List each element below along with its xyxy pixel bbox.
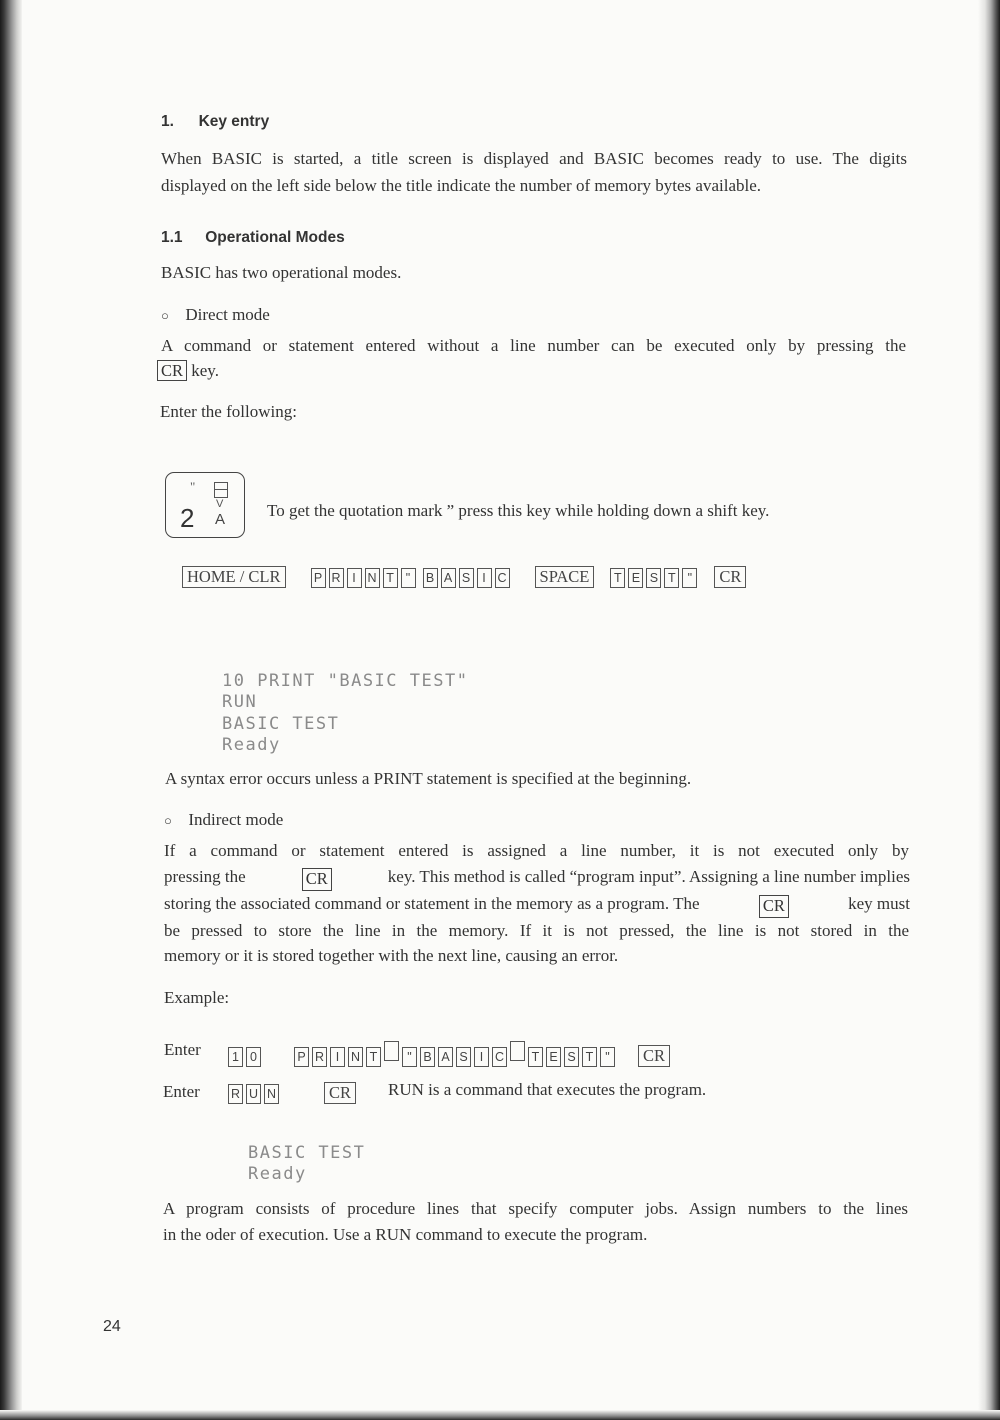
- example-label: Example:: [164, 988, 230, 1007]
- keycap: [510, 1041, 525, 1061]
- keycap: ": [600, 1047, 615, 1067]
- keycap: T: [528, 1047, 543, 1067]
- cr-key: CR: [157, 360, 187, 381]
- screen-line: BASIC TEST: [222, 713, 340, 734]
- enter-label-1: Enter: [164, 1040, 201, 1059]
- keycap: N: [348, 1047, 363, 1067]
- screen-output-2: [248, 1121, 365, 1186]
- screen-line: RUN: [222, 692, 258, 712]
- keycap: S: [564, 1047, 579, 1067]
- keycap: E: [546, 1047, 561, 1067]
- page-number: 24: [103, 1318, 121, 1335]
- keycap: C: [492, 1047, 507, 1067]
- section-number: 1.: [161, 113, 174, 130]
- keycap: B: [420, 1047, 435, 1067]
- page-edge-bottom: [0, 1410, 1000, 1420]
- closing-line-2: in the oder of execution. Use a RUN command to execute the program.: [163, 1225, 648, 1244]
- keycap: I: [330, 1047, 345, 1067]
- section-heading-key-entry: [161, 113, 269, 131]
- run-keys: [228, 1085, 282, 1102]
- screen-line: BASIC TEST: [248, 1142, 366, 1163]
- modes-intro: BASIC has two operational modes.: [161, 263, 402, 282]
- enter-label-2: Enter: [163, 1082, 200, 1101]
- intro-line-1: When BASIC is started, a title screen is displayed and BASIC becomes ready to use. The digits: [161, 149, 907, 168]
- key-legend-quote: ": [190, 479, 196, 494]
- keycap: R: [228, 1084, 243, 1104]
- keycap: [384, 1041, 399, 1061]
- cr-key: CR: [759, 895, 789, 918]
- test-keys: [610, 569, 700, 586]
- cr-key: CR: [638, 1045, 670, 1067]
- bullet-icon: ○: [164, 813, 172, 828]
- keycap: C: [495, 568, 510, 588]
- intro-line-2: displayed on the left side below the title indicate the number of memory bytes available.: [161, 176, 762, 195]
- home-clr-key: HOME / CLR: [182, 566, 286, 588]
- cr-key: CR: [714, 566, 746, 588]
- keycap: ": [402, 1047, 417, 1067]
- section-heading-operational-modes: [161, 229, 345, 247]
- keycap: T: [383, 568, 398, 588]
- closing-line-1: A program consists of procedure lines that specify computer jobs. Assign numbers to the lines: [163, 1199, 908, 1218]
- indirect-para-line-2: [164, 864, 910, 891]
- direct-mode-para-line-1: A command or statement entered without a line number can be executed only by pressing the: [161, 336, 906, 355]
- screen-line: 10 PRINT "BASIC TEST": [222, 670, 469, 691]
- keycap: N: [365, 568, 380, 588]
- key-sequence-program-line: [228, 1041, 673, 1067]
- key-legend-a: A: [215, 511, 226, 528]
- space-key: SPACE: [535, 566, 595, 588]
- keycap: A: [441, 568, 456, 588]
- cr-key: CR: [324, 1082, 356, 1104]
- keycap: 1: [228, 1047, 243, 1067]
- keycap: ": [401, 568, 416, 588]
- indirect-para-line-5: memory or it is stored together with the next line, causing an error.: [164, 946, 619, 965]
- keycap: S: [459, 568, 474, 588]
- indirect-para-line-3: [164, 891, 910, 918]
- text-segment: storing the associated command or statement in the memory as a program. The: [164, 894, 700, 913]
- section-title: Key entry: [198, 113, 270, 130]
- key-sequence-direct: [182, 566, 749, 588]
- indirect-para-line-1: If a command or statement entered is assigned a line number, it is not executed only by: [164, 841, 909, 860]
- page-edge-right: [978, 0, 1000, 1420]
- line-number-keys: [228, 1048, 264, 1065]
- direct-mode-para-line-2: [157, 360, 219, 381]
- keycap: P: [311, 568, 326, 588]
- graphic-symbol-icon: [214, 482, 228, 498]
- indirect-para-line-4: be pressed to store the line in the memory. If it is not pressed, the line is not stored in the: [164, 921, 909, 940]
- keycap: B: [423, 568, 438, 588]
- section-number: 1.1: [161, 229, 183, 246]
- screen-line: Ready: [222, 735, 281, 755]
- key-legend-digit: 2: [180, 503, 195, 533]
- shift-2-key-illustration: [165, 472, 245, 538]
- text-segment: key must: [848, 894, 910, 913]
- keycap: T: [582, 1047, 597, 1067]
- indirect-mode-heading: [164, 810, 283, 830]
- keycap: U: [246, 1084, 261, 1104]
- keycap: R: [329, 568, 344, 588]
- keycap: I: [477, 568, 492, 588]
- keycap: E: [628, 568, 643, 588]
- keycap: S: [646, 568, 661, 588]
- key-legend-v: V: [216, 498, 224, 510]
- keycap: R: [312, 1047, 327, 1067]
- keycap: T: [610, 568, 625, 588]
- keycap: P: [294, 1047, 309, 1067]
- keycap: 0: [246, 1047, 261, 1067]
- keycap: S: [456, 1047, 471, 1067]
- basic-keys: [423, 569, 513, 586]
- keycap: ": [682, 568, 697, 588]
- key-suffix-text: key.: [187, 361, 219, 380]
- bullet-icon: ○: [161, 308, 169, 323]
- enter-following: Enter the following:: [160, 402, 297, 421]
- keycap: I: [347, 568, 362, 588]
- print-keys: [311, 569, 419, 586]
- text-segment: key. This method is called “program input”. Assigning a line number implies: [387, 867, 910, 886]
- page-edge-left: [0, 0, 22, 1420]
- section-title: Operational Modes: [205, 229, 345, 246]
- direct-mode-heading: [161, 305, 270, 325]
- text-segment: pressing the: [164, 867, 246, 886]
- run-note: RUN is a command that executes the program.: [388, 1080, 707, 1099]
- keycap: A: [438, 1047, 453, 1067]
- shift-note-text: To get the quotation mark ” press this key while holding down a shift key.: [267, 501, 770, 520]
- keycap: I: [474, 1047, 489, 1067]
- statement-keys: [294, 1048, 618, 1065]
- cr-key: CR: [302, 868, 332, 891]
- indirect-mode-title: Indirect mode: [188, 810, 284, 829]
- direct-mode-title: Direct mode: [185, 305, 270, 324]
- screen-line: Ready: [248, 1164, 307, 1184]
- keycap: T: [664, 568, 679, 588]
- screen-output-1: [222, 649, 468, 757]
- keycap: N: [264, 1084, 279, 1104]
- keycap: T: [366, 1047, 381, 1067]
- key-sequence-run: [228, 1082, 359, 1104]
- syntax-note: A syntax error occurs unless a PRINT statement is specified at the beginning.: [165, 769, 692, 788]
